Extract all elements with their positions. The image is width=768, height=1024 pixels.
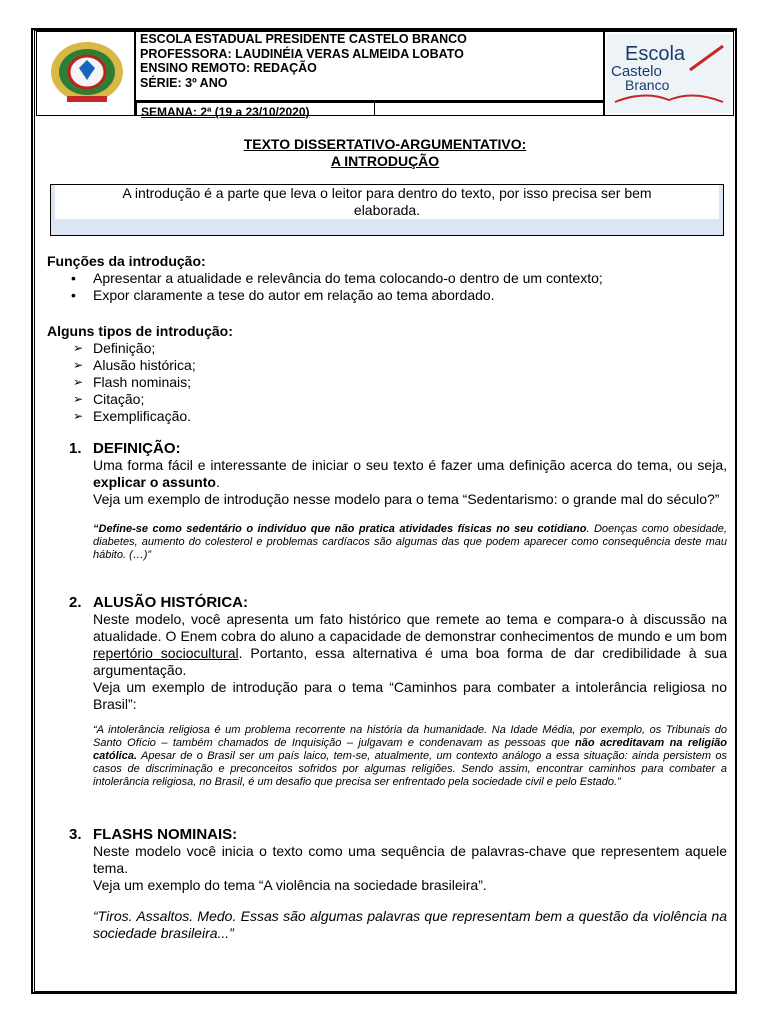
text-run-underlined: repertório sociocultural	[93, 645, 239, 661]
section-heading	[47, 440, 727, 457]
section-example	[47, 523, 727, 562]
logo-text-1: Escola	[625, 43, 686, 65]
teacher-name: PROFESSORA: LAUDINÉIA VERAS ALMEIDA LOBATO	[140, 46, 464, 61]
school-info	[136, 31, 604, 101]
section-number: 2.	[69, 594, 82, 611]
text-run: Neste modelo, você apresenta um fato histórico que remete ao tema e compara-o à discussão na atualidade. O Enem cobra do aluno a capacidade de demonstrar conhecimentos de mundo e um bom	[93, 611, 727, 644]
types-heading: Alguns tipos de introdução:	[47, 323, 233, 339]
section-number: 3.	[69, 826, 82, 843]
functions-section	[47, 253, 727, 304]
logo-text-2: Castelo	[611, 63, 662, 80]
state-crest	[36, 31, 136, 116]
section-paragraph: Veja um exemplo do tema “A violência na sociedade brasileira”.	[93, 877, 487, 893]
section-example	[47, 724, 727, 789]
section-number: 1.	[69, 440, 82, 457]
intro-box	[50, 184, 724, 236]
text-run: .	[215, 474, 220, 490]
functions-list	[47, 270, 727, 304]
state-coat-of-arms-icon	[37, 32, 133, 112]
page-title	[36, 136, 734, 170]
list-item: ➢ Flash nominais;	[73, 374, 727, 391]
list-item: • Expor claramente a tese do autor em relação ao tema abordado.	[83, 287, 727, 304]
course-name: ENSINO REMOTO: REDAÇÃO	[140, 61, 317, 75]
text-run: Apesar de o Brasil ser um país laico, tem-se, atualmente, um contexto análogo a essa situação: ainda persistem os casos de discriminação e preconceitos sofridos por algumas religiões. Sendo assim, encontrar caminhos para combater a intolerância religiosa, no Brasil, é um desafio que precisa ser enfrentado pela sociedade civil e pelo Estado.”	[93, 750, 727, 788]
list-item: ➢ Definição;	[73, 340, 727, 357]
header	[36, 31, 734, 119]
title-line-2: A INTRODUÇÃO	[330, 153, 440, 169]
list-item: ➢ Exemplificação.	[73, 408, 727, 425]
list-item: ➢ Citação;	[73, 391, 727, 408]
title-line-1: TEXTO DISSERTATIVO-ARGUMENTATIVO:	[243, 136, 527, 152]
logo-text-3: Branco	[625, 77, 670, 93]
intro-box-line-1: A introdução é a parte que leva o leitor para dentro do texto, por isso precisa ser bem	[122, 185, 652, 201]
text-run: . Portanto, essa alternativa é uma boa forma de dar credibilidade à sua argumentação.	[93, 645, 728, 678]
section-definicao	[47, 440, 727, 562]
section-flashs	[47, 826, 727, 942]
text-run-bold: não acreditavam na religião católica.	[93, 737, 727, 762]
types-section	[47, 323, 727, 425]
week-row	[136, 101, 604, 119]
functions-heading: Funções da introdução:	[47, 253, 206, 269]
section-alusao	[47, 594, 727, 789]
text-run: . Doenças como obesidade, diabetes, aumento do colesterol e problemas cardíacos são algumas das que podem aparecer como consequência deste mau hábito. (…)”	[93, 523, 727, 561]
content	[36, 118, 734, 990]
list-item: • Apresentar a atualidade e relevância do tema colocando-o dentro de um contexto;	[83, 270, 727, 287]
section-paragraph: Veja um exemplo de introdução nesse modelo para o tema “Sedentarismo: o grande mal do século?”	[93, 491, 720, 507]
section-title: FLASHS NOMINAIS:	[93, 826, 238, 843]
school-name: ESCOLA ESTADUAL PRESIDENTE CASTELO BRANCO	[140, 32, 467, 46]
text-run-bold: explicar o assunto	[93, 474, 216, 490]
intro-box-text	[55, 185, 719, 219]
section-heading	[47, 826, 727, 843]
week-label: SEMANA: 2ª (19 a 23/10/2020)	[141, 105, 310, 119]
section-paragraph: Veja um exemplo de introdução para o tema “Caminhos para combater a intolerância religiosa no Brasil”:	[93, 679, 727, 712]
school-logo	[604, 31, 734, 116]
text-run: Uma forma fácil e interessante de iniciar o seu texto é fazer uma definição acerca do tema, ou seja,	[93, 457, 727, 473]
section-title: ALUSÃO HISTÓRICA:	[93, 594, 248, 611]
section-title: DEFINIÇÃO:	[93, 440, 181, 457]
section-paragraph	[47, 611, 727, 679]
types-list	[47, 340, 727, 425]
section-heading	[47, 594, 727, 611]
section-paragraph: Neste modelo você inicia o texto como uma sequência de palavras-chave que representem aquele tema.	[93, 843, 727, 876]
list-item: ➢ Alusão histórica;	[73, 357, 727, 374]
school-logo-icon	[605, 32, 733, 115]
grade-label: SÉRIE: 3º ANO	[140, 75, 228, 90]
text-run-bold: “Define-se como sedentário o indivíduo que não pratica atividades físicas no seu cotidiano	[93, 523, 587, 535]
intro-box-line-2: elaborada.	[353, 202, 421, 218]
section-example: “Tiros. Assaltos. Medo. Essas são algumas palavras que representam bem a questão da violência na sociedade brasileira...”	[93, 908, 727, 941]
text-run: “A intolerância religiosa é um problema recorrente na história da humanidade. Na Idade Média, por exemplo, os Tribunais do Santo Ofício – também chamados de Inquisição – julgavam e condenavam as pessoas que	[93, 724, 727, 749]
section-paragraph	[47, 457, 727, 491]
week-separator	[374, 103, 375, 115]
